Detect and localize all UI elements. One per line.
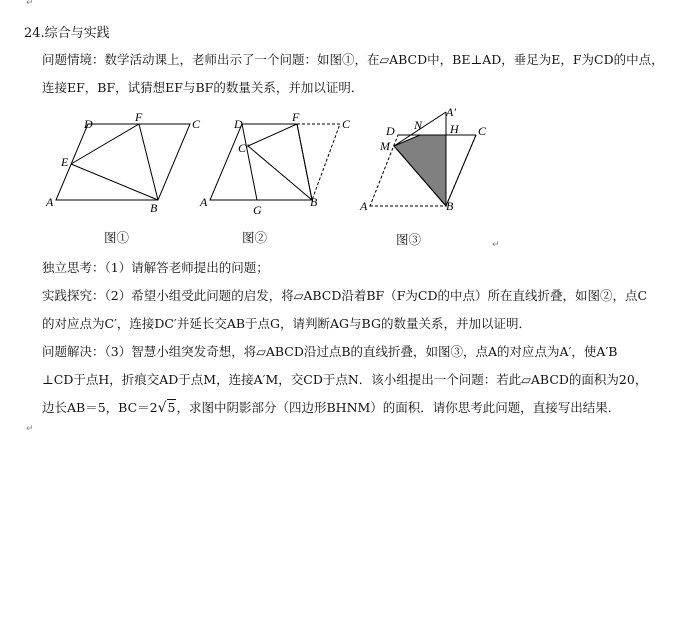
sqrt-sign: √ [157, 400, 167, 416]
figure-3 [358, 108, 508, 223]
problem-line-7: ⊥CD于点H，折痕交AD于点M，连接A′M，交CD于点N．该小组提出一个问题：若此▱ABCD的面积为20， [42, 372, 648, 387]
fig3-label-A: A [360, 199, 368, 213]
fig3-label-A-prime: A′ [446, 108, 456, 119]
line8-part-c: ，求图中阴影部分（四边形BHNM）的面积．请你思考此问题，直接写出结果． [176, 400, 621, 415]
figure-2 [198, 108, 358, 221]
figure-1 [44, 108, 204, 221]
fig1-label-B: B [150, 201, 158, 215]
fig1-label-F: F [135, 110, 143, 124]
fig3-label-D: D [386, 124, 395, 138]
fig2-caption: 图② [242, 230, 268, 245]
paragraph-mark: ↵ [26, 0, 34, 8]
problem-line-1: 问题情境：数学活动课上，老师出示了一个问题：如图①，在▱ABCD中，BE⊥AD，垂足为E，F为CD的中点， [42, 52, 664, 67]
problem-line-3: 独立思考：（1）请解答老师提出的问题； [42, 260, 269, 275]
problem-title: 24.综合与实践 [24, 26, 110, 41]
fig2-label-A: A [200, 195, 208, 209]
fig3-label-N: N [414, 118, 423, 132]
sqrt-radicand: 5 [167, 400, 176, 415]
fig3-label-B: B [446, 199, 454, 213]
fig1-label-A: A [46, 195, 54, 209]
fig1-label-E: E [61, 155, 69, 169]
fig3-label-H: H [450, 122, 459, 136]
fig2-label-D: D [234, 117, 243, 131]
paragraph-mark: ↵ [492, 240, 500, 250]
fig3-label-C: C [478, 124, 487, 138]
fig3-caption: 图③ [396, 232, 422, 247]
fig1-label-D: D [84, 117, 93, 131]
problem-line-4: 实践探究：（2）希望小组受此问题的启发，将▱ABCD沿着BF（F为CD的中点）所在直线折叠，如图②，点C [42, 288, 648, 303]
fig2-label-B: B [310, 195, 318, 209]
fig1-caption: 图① [104, 230, 130, 245]
fig2-label-F: F [292, 110, 300, 124]
fig2-label-C: C [342, 117, 351, 131]
problem-line-8 [42, 398, 620, 416]
paragraph-mark: ↵ [26, 424, 34, 434]
fig2-label-G: G [253, 203, 262, 217]
problem-line-2: 连接EF，BF，试猜想EF与BF的数量关系，并加以证明． [42, 80, 364, 95]
problem-line-5: 的对应点为C′，连接DC′并延长交AB于点G，请判断AG与BG的数量关系，并加以证明． [42, 316, 531, 331]
fig3-label-M: M [380, 139, 390, 153]
line8-part-a: 边长AB＝5，BC＝2 [42, 400, 158, 415]
fig2-label-C-prime: C′ [238, 141, 249, 155]
problem-line-6: 问题解决：（3）智慧小组突发奇想，将▱ABCD沿过点B的直线折叠，如图③，点A的对应点为A′，使A′B [42, 344, 618, 359]
fig1-label-C: C [192, 117, 201, 131]
